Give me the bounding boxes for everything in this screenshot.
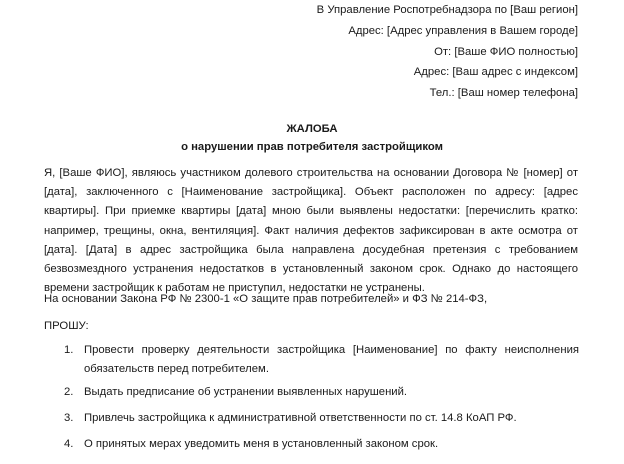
request-text: Привлечь застройщика к административной ответственности по ст. 14.8 КоАП РФ. [84, 412, 517, 424]
sender-phone-line: Тел.: [Ваш номер телефона] [429, 87, 578, 100]
legal-basis-line: На основании Закона РФ № 2300-1 «О защите прав потребителей» и ФЗ № 214-ФЗ, [44, 293, 488, 305]
addressee-address-line: Адрес: [Адрес управления в Вашем городе] [348, 24, 578, 37]
request-text: Выдать предписание об устранении выявленных нарушений. [84, 386, 408, 398]
request-item [64, 341, 579, 379]
request-number: 1. [64, 344, 74, 356]
request-heading: ПРОШУ: [44, 320, 89, 332]
request-number: 4. [64, 438, 74, 450]
document-title: ЖАЛОБА [286, 123, 338, 135]
request-text: О принятых мерах уведомить меня в установленный законом срок. [84, 438, 439, 450]
request-item [64, 409, 579, 428]
request-number: 2. [64, 386, 74, 398]
addressee-block [317, 0, 578, 104]
addressee-line: В Управление Роспотребнадзора по [Ваш регион] [316, 4, 578, 16]
complaint-paragraph: Я, [Ваше ФИО], являюсь участником долевого строительства на основании Договора № [номер] от [дата], заключенного с [Наименование застройщика]. Объект расположен по адресу: [адрес квартиры]. При приемке квартиры [дата] мною были выявлены недостатки: [перечислить кратко: например, трещины, окна, вентиляция]. Факт наличия дефектов зафиксирован в акте осмотра от [дата]. [Дата] в адрес застройщика была направлена досудебная претензия с требованием безвозмездного устранения недостатков в установленный законом срок. Однако до настоящего времени застройщик к работам не приступил, недостатки не устранены. [44, 167, 578, 295]
request-item [64, 435, 579, 454]
document-subtitle: о нарушении прав потребителя застройщиком [181, 141, 443, 153]
sender-address-line: Адрес: [Ваш адрес с индексом] [413, 66, 578, 79]
request-number: 3. [64, 412, 74, 424]
sender-name-line: От: [Ваше ФИО полностью] [434, 45, 578, 58]
request-item [64, 383, 579, 402]
request-text: Провести проверку деятельности застройщика [Наименование] по факту неисполнения обязательств перед потребителем. [84, 344, 579, 375]
